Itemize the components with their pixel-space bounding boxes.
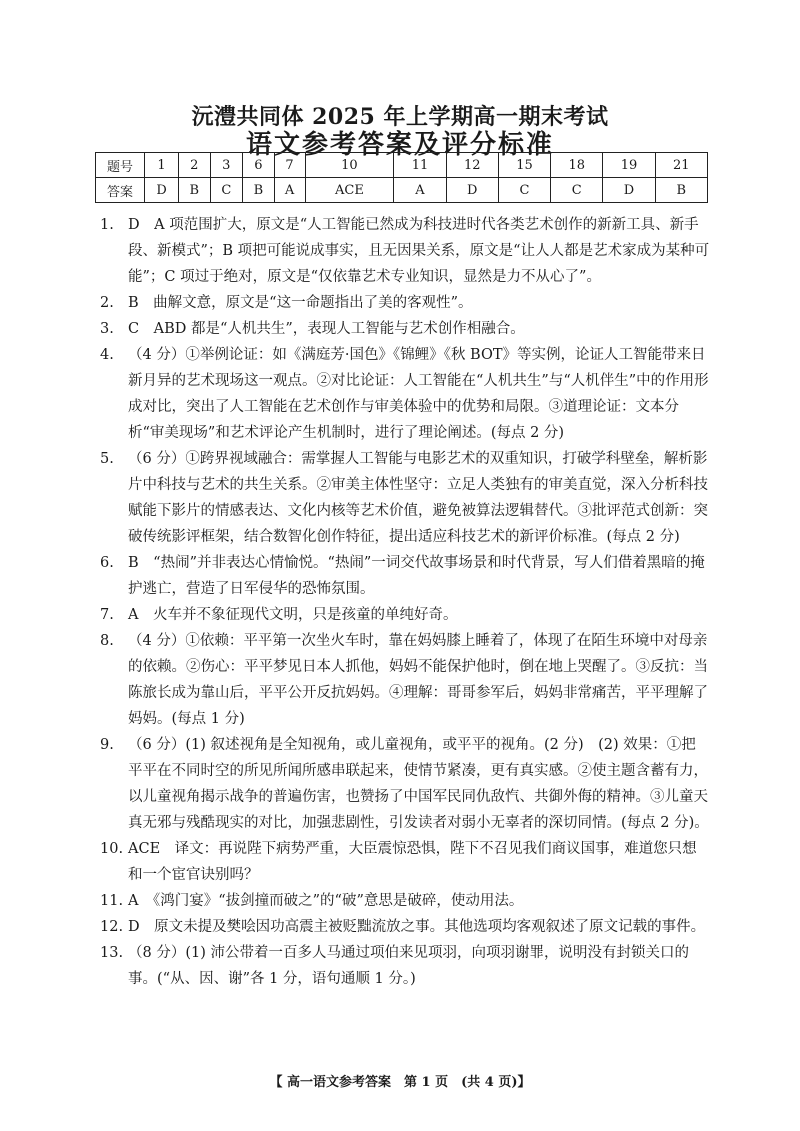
item-text: D 原文未提及樊哙因功高震主被贬黜流放之事。其他选项均客观叙述了原文记载的事件。 xyxy=(128,919,706,935)
item-text: D A 项范围扩大，原文是“人工智能已然成为科技进时代各类艺术创作的新新工具、新手段、新模式”；B 项把可能说成事实，且无因果关系，原文是“让人人都是艺术家成为某种可能”；C 项过于绝对，原文是“仅依靠艺术专业知识，显然是力不从心了”。 xyxy=(128,217,710,285)
item-number: 4. xyxy=(100,347,114,363)
answer-item-7 xyxy=(100,602,710,628)
row-label: 题号 xyxy=(96,153,145,178)
answer-item-13 xyxy=(100,940,710,992)
item-text: （4 分）①依赖：平平第一次坐火车时，靠在妈妈膝上睡着了，体现了在陌生环境中对母亲的依赖。②伤心：平平梦见日本人抓他，妈妈不能保护他时，倒在地上哭醒了。③反抗：当陈旅长成为靠山后，平平公开反抗妈妈。④理解：哥哥参军后，妈妈非常痛苦，平平理解了妈妈。(每点 1 分) xyxy=(128,633,708,727)
answer-cell: ACE xyxy=(305,178,394,203)
answer-item-10 xyxy=(100,836,710,888)
item-text: ACE 译文：再说陛下病势严重，大臣震惊恐惧，陛下不召见我们商议国事，难道您只想和一个宦官诀别吗？ xyxy=(128,841,697,883)
answer-item-5 xyxy=(100,446,710,550)
answer-cell: C xyxy=(498,178,550,203)
question-number: 10 xyxy=(305,153,394,178)
answer-item-6 xyxy=(100,550,710,602)
item-text: （6 分）①跨界视域融合：需掌握人工智能与电影艺术的双重知识，打破学科壁垒，解析影片中科技与艺术的共生关系。②审美主体性坚守：立足人类独有的审美直觉，深入分析科技赋能下影片的情感表达、文化内核等艺术价值，避免被算法逻辑替代。③批评范式创新：突破传统影评框架，结合数智化创作特征，提出适应科技艺术的新评价标准。(每点 2 分) xyxy=(128,451,708,545)
answer-table xyxy=(95,152,708,203)
item-text: （8 分）(1) 沛公带着一百多人马通过项伯来见项羽，向项羽谢罪，说明没有封锁关口的事。(“从、因、谢”各 1 分，语句通顺 1 分。) xyxy=(128,945,689,987)
question-number: 11 xyxy=(394,153,446,178)
answer-row xyxy=(96,178,708,203)
answer-item-12 xyxy=(100,914,710,940)
item-number: 6. xyxy=(100,555,114,571)
page-footer: 【 高一语文参考答案 第 1 页 (共 4 页)】 xyxy=(269,1075,531,1090)
item-number: 1. xyxy=(100,217,114,233)
answer-item-11 xyxy=(100,888,710,914)
item-text: A 火车并不象征现代文明，只是孩童的单纯好奇。 xyxy=(128,607,458,623)
answer-cell: C xyxy=(551,178,603,203)
item-number: 3. xyxy=(100,321,114,337)
item-text: B “热闹”并非表达心情愉悦。“热闹”一词交代故事场景和时代背景，写人们借着黑暗的掩护逃亡，营造了日军侵华的恐怖氛围。 xyxy=(128,555,705,597)
question-number: 6 xyxy=(243,153,274,178)
item-number: 5. xyxy=(100,451,114,467)
question-number: 15 xyxy=(498,153,550,178)
question-number: 21 xyxy=(655,153,707,178)
answer-cell: D xyxy=(603,178,655,203)
question-number-row xyxy=(96,153,708,178)
answer-cell: D xyxy=(145,178,179,203)
answer-explanations xyxy=(100,212,710,992)
answer-item-1 xyxy=(100,212,710,290)
answer-cell: B xyxy=(655,178,707,203)
item-number: 10. xyxy=(100,841,124,857)
row-label: 答案 xyxy=(96,178,145,203)
answer-item-9 xyxy=(100,732,710,836)
item-number: 8. xyxy=(100,633,114,649)
question-number: 3 xyxy=(210,153,243,178)
item-text: （4 分）①举例论证：如《满庭芳·国色》《锦鲤》《秋 BOT》等实例，论证人工智能带来日新月异的艺术现场这一观点。②对比论证：人工智能在“人机共生”与“人机伴生”中的作用形成对比，突出了人工智能在艺术创作与审美体验中的优势和局限。③道理论证：文本分析“审美现场”和艺术评论产生机制时，进行了理论阐述。(每点 2 分) xyxy=(128,347,709,441)
item-number: 2. xyxy=(100,295,114,311)
answer-cell: D xyxy=(446,178,498,203)
answer-item-2 xyxy=(100,290,710,316)
question-number: 19 xyxy=(603,153,655,178)
question-number: 7 xyxy=(274,153,305,178)
answer-cell: A xyxy=(394,178,446,203)
answer-item-3 xyxy=(100,316,710,342)
question-number: 2 xyxy=(179,153,210,178)
item-number: 12. xyxy=(100,919,124,935)
answer-cell: C xyxy=(210,178,243,203)
answer-item-8 xyxy=(100,628,710,732)
question-number: 18 xyxy=(551,153,603,178)
item-number: 13. xyxy=(100,945,124,961)
item-number: 7. xyxy=(100,607,114,623)
item-number: 11. xyxy=(100,893,124,909)
document-subtitle: 语文参考答案及评分标准 xyxy=(245,130,554,160)
question-number: 1 xyxy=(145,153,179,178)
answer-item-4 xyxy=(100,342,710,446)
item-text: A 《鸿门宴》“拔剑撞而破之”的“破”意思是破碎，使动用法。 xyxy=(128,893,524,909)
question-number: 12 xyxy=(446,153,498,178)
exam-title: 沅澧共同体 2025 年上学期高一期末考试 xyxy=(191,104,609,130)
answer-cell: A xyxy=(274,178,305,203)
item-text: （6 分）(1) 叙述视角是全知视角，或儿童视角，或平平的视角。(2 分) (2) 效果：①把平平在不同时空的所见所闻所感串联起来，使情节紧凑，更有真实感。②使主题含蓄有力，以儿童视角揭示战争的普遍伤害，也赞扬了中国军民同仇敌忾、共御外侮的精神。③儿童天真无邪与残酷现实的对比，加强悲剧性，引发读者对弱小无辜者的深切同情。(每点 2 分)。 xyxy=(128,737,709,831)
item-number: 9. xyxy=(100,737,114,753)
answer-cell: B xyxy=(243,178,274,203)
answer-cell: B xyxy=(179,178,210,203)
item-text: B 曲解文意，原文是“这一命题指出了美的客观性”。 xyxy=(128,295,473,311)
item-text: C ABD 都是“人机共生”，表现人工智能与艺术创作相融合。 xyxy=(128,321,525,337)
